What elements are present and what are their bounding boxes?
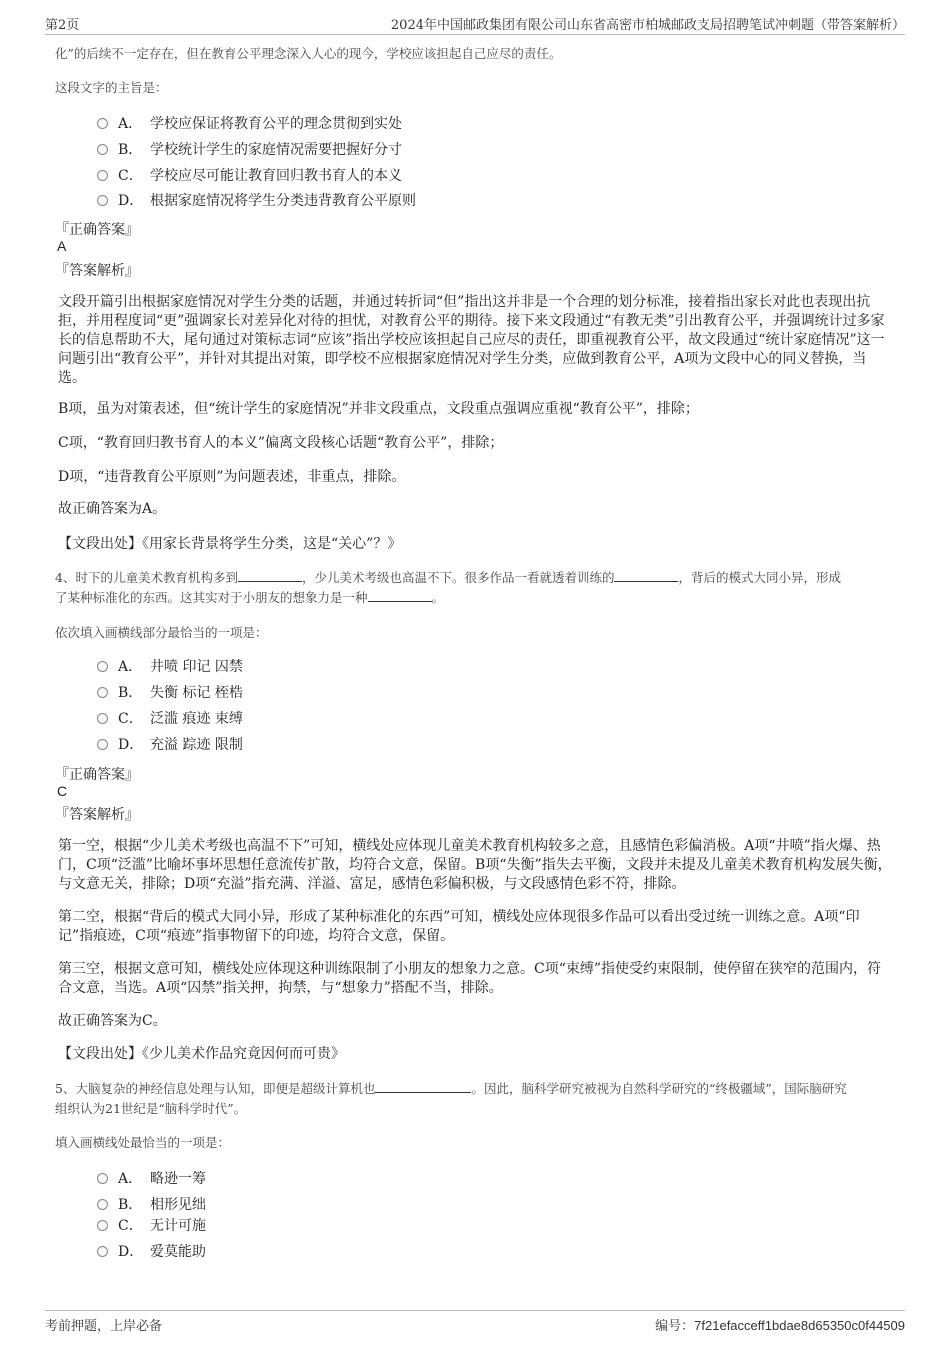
radio-icon[interactable] (97, 1220, 108, 1231)
radio-icon[interactable] (97, 1199, 108, 1210)
q3-analysis-b: B项，虽为对策表述，但“统计学生的家庭情况”并非文段重点，文段重点强调应重视“教育公平”，排除； (58, 401, 699, 417)
q3-analysis-main: 文段开篇引出根据家庭情况对学生分类的话题，并通过转折词“但”指出这并非是一个合理的划分标准，接着指出家长对此也表现出抗拒，并用程度词“更”强调家长对差异化对待的担忧，对教育公平的期待。接下来文段通过“有教无类”引出教育公平，并强调统计过多家长的信息帮助不大，尾句通过对策标志词“应该”指出学校应该担起自己应尽的责任，即重视教育公平，故文段通过“统计家庭情况”这一问题引出“教育公平”，并针对其提出对策，即学校不应根据家庭情况对学生分类，应做到教育公平，A项为文段中心的同义替换，当选。 (58, 294, 885, 386)
footer-serial: 编号：7f21efacceff1bdae8d65350c0f44509 (655, 1318, 905, 1334)
q3-analysis-tag: 『答案解析』 (55, 263, 139, 279)
q5-stem: 5、大脑复杂的神经信息处理与认知，即便是超级计算机也 。因此，脑科学研究被视为自然科学研究的“终极疆域”，国际脑研究 组织认为21世纪是“脑科学时代”。 (55, 1081, 847, 1116)
radio-icon[interactable] (97, 170, 108, 181)
q3-source: 【文段出处】《用家长背景将学生分类，这是“关心”？》 (58, 536, 402, 552)
q4-analysis-second-blank: 第二空，根据“背后的模式大同小异，形成了某种标准化的东西”可知，横线处应体现很多作品可以看出受过统一训练之意。A项“印记”指痕迹，C项“痕迹”指事物留下的印迹，均符合文意，保留。 (58, 909, 860, 944)
blank-line (368, 589, 432, 602)
q4-answer: C (57, 783, 68, 799)
q3-option-b[interactable]: B． 学校统计学生的家庭情况需要把握好分寸 (97, 140, 402, 160)
q3-answer: A (57, 238, 67, 254)
blank-line (238, 569, 302, 582)
q4-option-a[interactable]: A． 井喷 印记 囚禁 (97, 657, 243, 677)
radio-icon[interactable] (97, 713, 108, 724)
q3-option-c[interactable]: C． 学校应尽可能让教育回归教书育人的本义 (97, 166, 402, 186)
q3-analysis-d: D项，“违背教育公平原则”为问题表述，非重点，排除。 (58, 469, 406, 485)
radio-icon[interactable] (97, 739, 108, 750)
q3-option-a[interactable]: A． 学校应保证将教育公平的理念贯彻到实处 (97, 114, 402, 134)
q4-option-b[interactable]: B． 失衡 标记 桎梏 (97, 683, 243, 703)
radio-icon[interactable] (97, 1173, 108, 1184)
radio-icon[interactable] (97, 1246, 108, 1257)
radio-icon[interactable] (97, 687, 108, 698)
q5-option-d[interactable]: D． 爱莫能助 (97, 1242, 206, 1262)
q4-analysis-tag: 『答案解析』 (55, 807, 139, 823)
q4-stem: 4、时下的儿童美术教育机构多到 ，少儿美术考级也高温不下。很多作品一看就透着训练的 ，背后的模式大同小异，形成 了某种标准化的东西。这其实对于小朋友的想象力是一种 。 (55, 570, 841, 605)
q4-prompt: 依次填入画横线部分最恰当的一项是： (55, 625, 268, 640)
page-header (45, 14, 905, 35)
blank-line (375, 1080, 471, 1093)
q3-passage-tail: 化”的后续不一定存在，但在教育公平理念深入人心的现今，学校应该担起自己应尽的责任。 (55, 46, 562, 61)
footer-slogan: 考前押题，上岸必备 (45, 1319, 163, 1334)
q4-source: 【文段出处】《少儿美术作品究竟因何而可贵》 (58, 1046, 345, 1062)
radio-icon[interactable] (97, 661, 108, 672)
q5-option-c[interactable]: C． 无计可施 (97, 1216, 206, 1236)
radio-icon[interactable] (97, 195, 108, 206)
q4-option-d[interactable]: D． 充溢 踪迹 限制 (97, 735, 243, 755)
document-title: 2024年中国邮政集团有限公司山东省高密市柏城邮政支局招聘笔试冲刺题（带答案解析） (390, 18, 905, 33)
q3-analysis-c: C项，“教育回归教书育人的本义”偏离文段核心话题“教育公平”，排除； (58, 435, 504, 451)
page-number: 第2页 (45, 18, 80, 33)
q4-analysis-first-blank: 第一空，根据“少儿美术考级也高温不下”可知，横线处应体现儿童美术教育机构较多之意，且感情色彩偏消极。A项“井喷”指火爆、热门，C项“泛滥”比喻坏事坏思想任意流传扩散，均符合文意，保留。B项“失衡”指失去平衡，文段并未提及儿童美术教育机构发展失衡，与文意无关，排除；D项“充溢”指充满、洋溢、富足，感情色彩偏积极，与文段感情色彩不符，排除。 (58, 838, 892, 892)
q5-prompt: 填入画横线处最恰当的一项是： (55, 1135, 231, 1150)
q5-option-a[interactable]: A． 略逊一筹 (97, 1169, 206, 1189)
q4-analysis-third-blank: 第三空，根据文意可知，横线处应体现这种训练限制了小朋友的想象力之意。C项“束缚”指使受约束限制，使停留在狭窄的范围内，符合文意，当选。A项“囚禁”指关押，拘禁，与“想象力”搭配不当，排除。 (58, 961, 882, 996)
q3-prompt: 这段文字的主旨是： (55, 80, 168, 95)
page-footer (45, 1310, 905, 1336)
q4-answer-tag: 『正确答案』 (55, 767, 139, 783)
q5-option-b[interactable]: B． 相形见绌 (97, 1195, 206, 1215)
q3-option-d[interactable]: D． 根据家庭情况将学生分类违背教育公平原则 (97, 191, 416, 211)
q4-conclusion: 故正确答案为C。 (58, 1013, 167, 1029)
radio-icon[interactable] (97, 144, 108, 155)
radio-icon[interactable] (97, 118, 108, 129)
q3-answer-tag: 『正确答案』 (55, 222, 139, 238)
q4-option-c[interactable]: C． 泛滥 痕迹 束缚 (97, 709, 243, 729)
blank-line (614, 569, 678, 582)
q3-conclusion: 故正确答案为A。 (58, 501, 167, 517)
